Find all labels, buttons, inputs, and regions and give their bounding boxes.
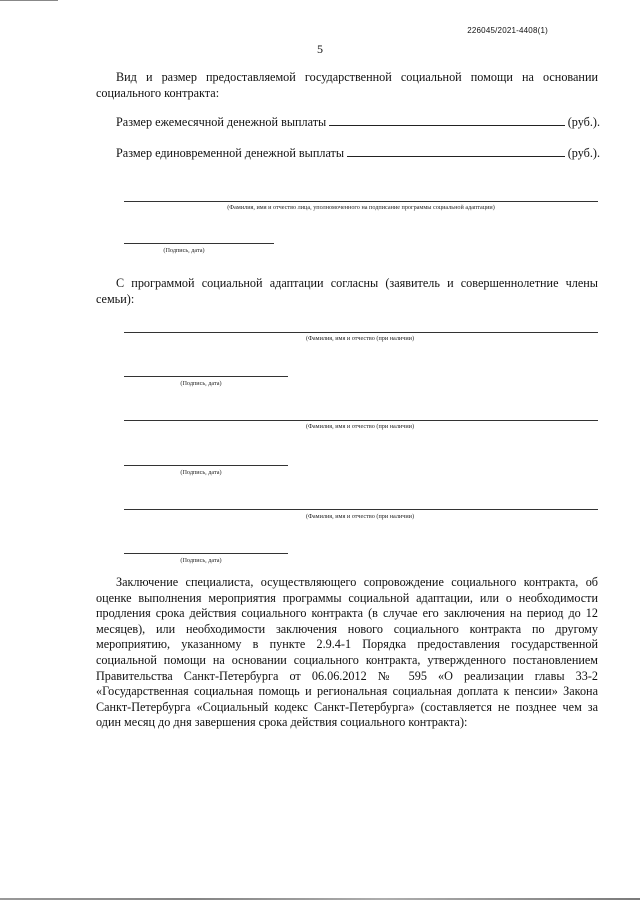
member-name-caption: (Фамилия, имя и отчество (при наличии): [305, 513, 415, 520]
scan-edge-line: [0, 0, 58, 1]
monthly-payment-field[interactable]: [329, 115, 564, 126]
monthly-payment-unit: (руб.).: [567, 115, 600, 129]
scan-bottom-edge: [0, 898, 640, 900]
member-sign-caption: (Подпись, дата): [180, 469, 222, 476]
member-sign-caption: (Подпись, дата): [180, 557, 222, 564]
official-sign-line[interactable]: [124, 243, 274, 244]
member-sign-line[interactable]: [124, 376, 288, 377]
monthly-payment-label: Размер ежемесячной денежной выплаты: [116, 115, 327, 129]
specialist-conclusion-text: Заключение специалиста, осуществляющего сопровождение социального контракта, об оценке выполнения мероприятия программы социальной адаптации, или о необходимости продления срока действия социального контракта (в случае его заключения на период до 12 месяцев), или необходимости заключения нового социального контракта по другому мероприятию, указанному в пункте 2.9.4-1 Порядка предоставления государственной социальной помощи на основании социального контракта, утвержденного постановлением Правительства Санкт-Петербурга от 06.06.2012 № 595 «О реализации главы 33-2 «Государственная социальная помощь и региональная социальная доплата к пенсии» Закона Санкт-Петербурга «Социальный кодекс Санкт-Петербурга» (составляется не позднее чем за один месяц до дня завершения срока действия социального контракта):: [96, 575, 598, 730]
member-sign-line[interactable]: [124, 465, 288, 466]
aid-intro: Вид и размер предоставляемой государственной социальной помощи на основании социального контракта:: [96, 70, 598, 100]
page-number: 5: [317, 42, 323, 56]
official-name-line[interactable]: [124, 201, 598, 202]
monthly-payment-row: [116, 115, 600, 130]
member-name-caption: (Фамилия, имя и отчество (при наличии): [305, 335, 415, 342]
member-name-line[interactable]: [124, 332, 598, 333]
document-number: 226045/2021-4408(1): [467, 26, 548, 35]
agreement-text: С программой социальной адаптации согласны (заявитель и совершеннолетние члены семьи):: [96, 276, 598, 306]
member-sign-line[interactable]: [124, 553, 288, 554]
member-name-caption: (Фамилия, имя и отчество (при наличии): [305, 423, 415, 430]
official-sign-caption: (Подпись, дата): [163, 247, 205, 254]
one-time-payment-label: Размер единовременной денежной выплаты: [116, 146, 345, 160]
one-time-payment-field[interactable]: [347, 146, 565, 157]
member-name-line[interactable]: [124, 509, 598, 510]
official-name-caption: (Фамилия, имя и отчество лица, уполномоченного на подписание программы социальной адаптации): [227, 204, 495, 211]
member-sign-caption: (Подпись, дата): [180, 380, 222, 387]
one-time-payment-row: [116, 146, 600, 161]
one-time-payment-unit: (руб.).: [567, 146, 600, 160]
member-name-line[interactable]: [124, 420, 598, 421]
